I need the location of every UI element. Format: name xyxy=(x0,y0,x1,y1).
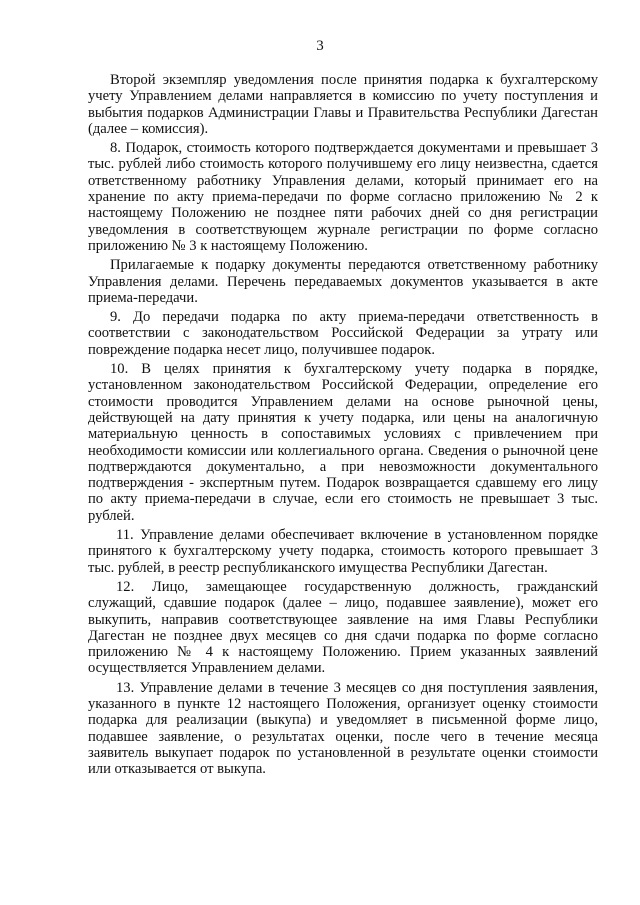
paragraph-item-13: 13. Управление делами в течение 3 месяцев со дня поступления заявления, указанного в пункте 12 настоящего Положения, организует оценку стоимости подарка для реализации (выкупа) и уведомляет в письменной форме лицо, подавшее заявление, о результатах оценки, после чего в течение месяца заявитель выкупает подарок по установленной в результате оценки стоимости или отказывается от выкупа. xyxy=(88,679,598,778)
paragraph-item-11: 11. Управление делами обеспечивает включение в установленном порядке принятого к бухгалтерскому учету подарка, стоимость которого превышает 3 тыс. рублей, в реестр республиканского имущества Республики Дагестан. xyxy=(88,527,598,576)
paragraph-attached-documents: Прилагаемые к подарку документы передаются ответственному работнику Управления делами. Перечень передаваемых документов указывается в акте приема-передачи. xyxy=(88,257,598,306)
paragraph-item-8: 8. Подарок, стоимость которого подтверждается документами и превышает 3 тыс. рублей либо стоимость которого получившему его лицу неизвестна, сдается ответственному работнику Управления делами, который принимает его на хранение по акту приема-передачи по форме согласно приложению № 2 к настоящему Положению не позднее пяти рабочих дней со дня регистрации уведомления в соответствующем журнале регистрации по форме согласно приложению № 3 к настоящему Положению. xyxy=(88,140,598,254)
page-number: 3 xyxy=(316,38,324,54)
document-body xyxy=(88,72,598,780)
paragraph-item-9: 9. До передачи подарка по акту приема-передачи ответственность в соответствии с законодательством Российской Федерации за утрату или повреждение подарка несет лицо, получившее подарок. xyxy=(88,309,598,358)
paragraph-item-12: 12. Лицо, замещающее государственную должность, гражданский служащий, сдавшие подарок (далее – лицо, подавшее заявление), может его выкупить, направив соответствующее заявление на имя Главы Республики Дагестан не позднее двух месяцев со дня сдачи подарка по форме согласно приложению № 4 к настоящему Положению. Прием указанных заявлений осуществляется Управлением делами. xyxy=(88,578,598,677)
paragraph-item-10: 10. В целях принятия к бухгалтерскому учету подарка в порядке, установленном законодательством Российской Федерации, определение его стоимости проводится Управлением делами на основе рыночной цены, действующей на дату принятия к учету подарка, или цены на аналогичную материальную ценность в сопоставимых условиях с привлечением при необходимости комиссии или коллегиального органа. Сведения о рыночной цене подтверждаются документально, а при невозможности документального подтверждения - экспертным путем. Подарок возвращается сдавшему его лицу по акту приема-передачи в случае, если его стоимость не превышает 3 тыс. рублей. xyxy=(88,361,598,524)
paragraph-notification-copy: Второй экземпляр уведомления после принятия подарка к бухгалтерскому учету Управлением делами направляется в комиссию по учету поступления и выбытия подарков Администрации Главы и Правительства Республики Дагестан (далее – комиссия). xyxy=(88,72,598,137)
